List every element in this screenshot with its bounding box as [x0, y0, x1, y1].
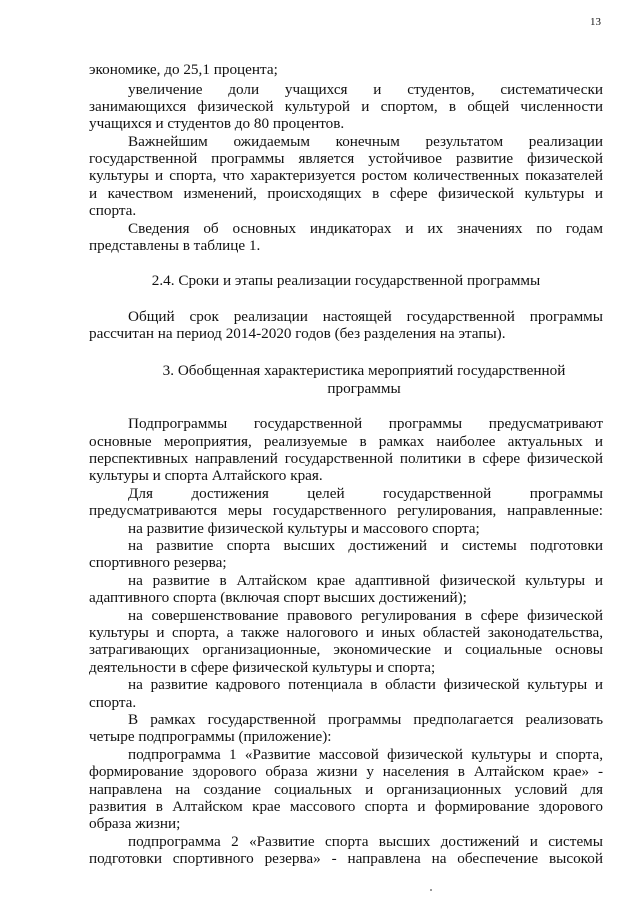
text-line: четыре подпрограммы (приложение): — [89, 728, 332, 745]
text-line: развития в Алтайском крае массового спорта и формирование здорового — [89, 798, 603, 815]
section-heading: 2.4. Сроки и этапы реализации государственной программы — [151, 272, 541, 289]
text-line: В рамках государственной программы предполагается реализовать — [128, 711, 603, 728]
text-line: Сведения об основных индикаторах и их значениях по годам — [128, 220, 603, 237]
text-line: спорта. — [89, 694, 137, 711]
text-line: Важнейшим ожидаемым конечным результатом реализации — [128, 133, 603, 150]
text-line: на развитие кадрового потенциала в области физической культуры и — [128, 676, 603, 693]
text-line: на развитие спорта высших достижений и системы подготовки — [128, 537, 603, 554]
text-line: рассчитан на период 2014-2020 годов (без разделения на этапы). — [89, 325, 506, 342]
section-heading: 3. Обобщенная характеристика мероприятий государственной — [162, 362, 566, 379]
text-line: основные мероприятия, реализуемые в рамках наиболее актуальных и — [89, 433, 603, 450]
text-line: спортивного резерва; — [89, 554, 227, 571]
text-line: адаптивного спорта (включая спорт высших достижений); — [89, 589, 467, 606]
text-line: подпрограмма 1 «Развитие массовой физической культуры и спорта, — [128, 746, 603, 763]
text-line: подпрограмма 2 «Развитие спорта высших достижений и системы — [128, 833, 603, 850]
text-line: и качеством изменений, происходящих в сфере физической культуры и — [89, 185, 603, 202]
page-number: 13 — [590, 16, 601, 28]
text-line: направлена на создание социальных и организационных условий для — [89, 781, 603, 798]
section-heading: программы — [327, 380, 401, 397]
text-line: увеличение доли учащихся и студентов, систематически — [128, 81, 603, 98]
text-line: подготовки спортивного резерва» - направлена на обеспечение высокой — [89, 850, 603, 867]
text-line: культуры и спорта, что характеризуется ростом количественных показателей — [89, 167, 603, 184]
text-line: на развитие физической культуры и массового спорта; — [128, 520, 480, 537]
text-line: перспективных направлений государственной политики в сфере физической — [89, 450, 603, 467]
text-line: Общий срок реализации настоящей государственной программы — [128, 308, 603, 325]
text-line: образа жизни; — [89, 815, 181, 832]
text-line: предусматриваются меры государственного регулирования, направленные: — [89, 502, 603, 519]
text-line: на развитие в Алтайском крае адаптивной физической культуры и — [128, 572, 603, 589]
text-line: затрагивающих организационные, экономические и социальные основы — [89, 641, 603, 658]
text-line: культуры и спорта Алтайского края. — [89, 467, 323, 484]
text-line: государственной программы является устойчивое развитие физической — [89, 150, 603, 167]
text-line: занимающихся физической культурой и спортом, в общей численности — [89, 98, 603, 115]
text-line: на совершенствование правового регулирования в сфере физической — [128, 607, 603, 624]
scan-speck — [430, 889, 432, 891]
text-line: представлены в таблице 1. — [89, 237, 261, 254]
text-line: деятельности в сфере физической культуры и спорта; — [89, 659, 436, 676]
text-line: Подпрограммы государственной программы предусматривают — [128, 415, 603, 432]
text-line: формирование здорового образа жизни у населения в Алтайском крае» - — [89, 763, 603, 780]
text-line: спорта. — [89, 202, 137, 219]
text-line: экономике, до 25,1 процента; — [89, 61, 278, 78]
text-line: Для достижения целей государственной программы — [128, 485, 603, 502]
text-line: учащихся и студентов до 80 процентов. — [89, 115, 345, 132]
text-line: культуры и спорта, а также налогового и иных областей законодательства, — [89, 624, 603, 641]
